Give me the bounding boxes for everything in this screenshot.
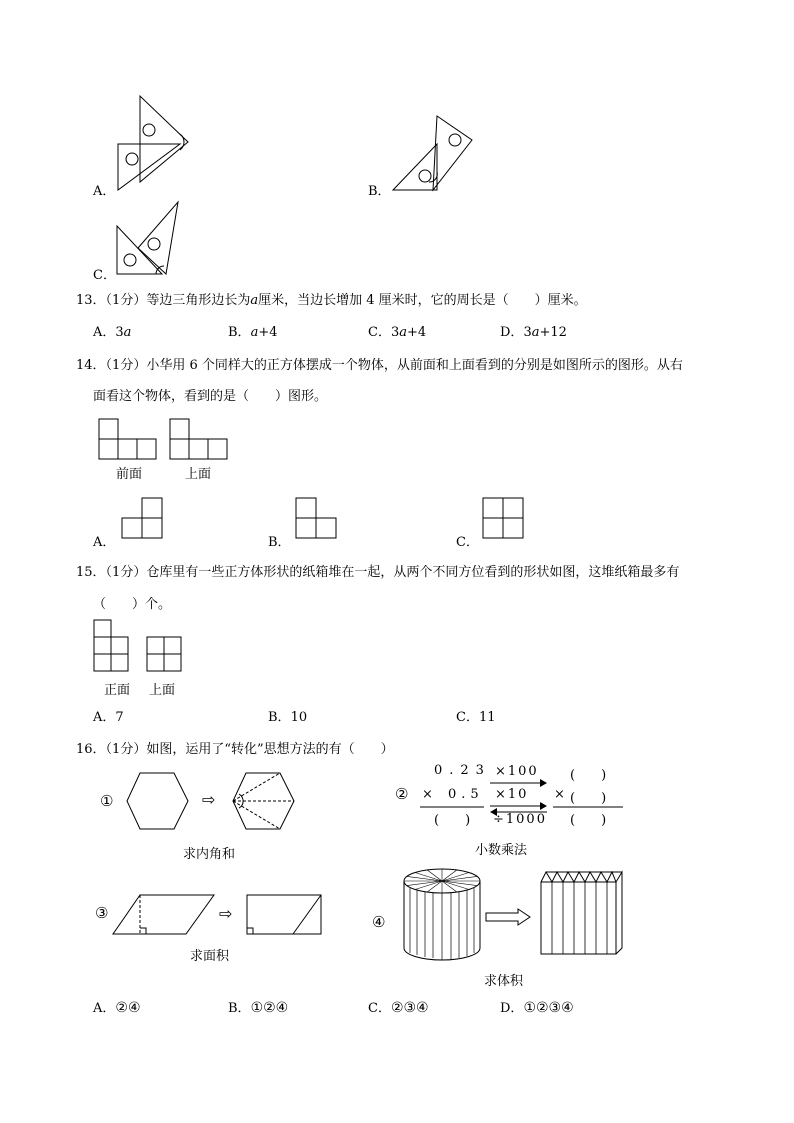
q16-option-b[interactable]: B．①②④ — [228, 1000, 289, 1016]
q12-option-a-label: A． — [93, 184, 116, 199]
q13-option-b[interactable]: B．a+4 — [228, 325, 278, 340]
q16-fig2-op: × — [422, 787, 433, 802]
q16-fig2-rule-left — [420, 806, 486, 808]
q16-fig4-caption: 求体积 — [484, 974, 524, 989]
q14-option-b-label[interactable]: B． — [268, 535, 291, 550]
q16-fig3-arrow: ⇨ — [219, 904, 233, 923]
q15-option-a[interactable]: A．7 — [93, 710, 124, 725]
q16-fig2-marker: ② — [395, 785, 409, 803]
q14-number: 14． — [76, 358, 106, 373]
q16-fig2-num2: 0.5 — [448, 787, 484, 802]
q16-fig2-arrow2-label: ×10 — [495, 787, 529, 802]
q14-top-view-figure — [170, 419, 230, 461]
q14-option-a-label[interactable]: A． — [93, 535, 116, 550]
q14-option-b-figure — [296, 498, 338, 540]
q13-option-d[interactable]: D．3a+12 — [500, 325, 567, 340]
q16-fig2-arrow3-label: ÷1000 — [493, 812, 547, 827]
q14-option-c-label[interactable]: C． — [456, 535, 479, 550]
q14-stem-1: 小华用 6 个同样大的正方体摆成一个物体，从前面和上面看到的分别是如图所示的图形。从右 — [146, 358, 683, 373]
q13-number: 13． — [76, 293, 106, 308]
q12-option-c-label: C． — [93, 268, 116, 283]
q16-fig2-blank-3: ( ) — [570, 813, 607, 828]
q16-fig2-arrow1-label: ×100 — [495, 764, 539, 779]
q15-top-view-figure — [147, 637, 187, 675]
q14-stem-line-2: 面看这个物体，看到的是（ ）图形。 — [93, 389, 328, 404]
q13-stem-2: 厘米，当边长增加 4 厘米时，它的周长是（ ）厘米。 — [258, 293, 587, 308]
q15-option-b[interactable]: B．10 — [268, 710, 308, 725]
q13-var-a: a — [250, 293, 259, 308]
q14-score: （1分） — [105, 358, 147, 373]
q15-front-view-caption: 正面 — [104, 683, 131, 698]
q16-score: （1分） — [105, 742, 147, 757]
q16-fig2-blank-2: ( ) — [570, 791, 607, 806]
q14-stem-line-1 — [76, 354, 683, 373]
q16-fig4-cylinder — [402, 868, 484, 962]
q16-fig1-caption: 求内角和 — [183, 847, 236, 862]
q16-fig3-rectangle — [246, 894, 324, 936]
q16-fig2-rule-right — [553, 806, 625, 808]
q15-stem-line-2: （ ）个。 — [93, 597, 172, 612]
q16-fig3-parallelogram — [112, 894, 216, 936]
q14-top-view-caption: 上面 — [185, 467, 212, 482]
q14-option-a-figure — [122, 498, 164, 540]
q16-fig2-op-right: × — [554, 787, 565, 802]
q14-front-view-caption: 前面 — [116, 467, 143, 482]
q16-fig4-cuboid — [538, 868, 626, 960]
q13-score: （1分） — [105, 293, 147, 308]
q14-front-view-figure — [99, 419, 159, 461]
q13-stem-1: 等边三角形边长为 — [146, 293, 251, 308]
q16-fig1-hexagon-divided — [232, 772, 296, 832]
q12-option-a-figure — [110, 92, 200, 192]
q16-fig1-arrow: ⇨ — [202, 790, 216, 809]
q16-stem-text: 如图，运用了“转化”思想方法的有（ ） — [146, 742, 394, 757]
q15-option-c[interactable]: C．11 — [456, 710, 496, 725]
q12-option-b-figure — [385, 110, 485, 195]
q13-option-a[interactable]: A．3a — [93, 325, 132, 340]
q15-front-view-figure — [94, 620, 134, 674]
q16-fig3-caption: 求面积 — [190, 949, 230, 964]
q16-fig2-num1: 0.23 — [434, 763, 491, 778]
q14-option-c-figure — [483, 498, 525, 540]
q13-stem — [76, 289, 587, 308]
q15-stem-line-1 — [76, 561, 679, 580]
q16-fig3-marker: ③ — [95, 904, 109, 922]
q16-option-c[interactable]: C．②③④ — [368, 1000, 429, 1016]
q16-fig2-blank-1: ( ) — [570, 768, 607, 783]
q16-option-a[interactable]: A．②④ — [93, 1000, 141, 1016]
q13-option-c[interactable]: C．3a+4 — [368, 325, 427, 340]
q12-option-b-label: B． — [368, 184, 391, 199]
q16-fig2-arrow1 — [490, 779, 548, 787]
q16-fig1-marker: ① — [100, 792, 114, 810]
q16-fig2-result-left: ( ) — [434, 813, 471, 828]
q16-fig2-caption: 小数乘法 — [475, 843, 528, 858]
q12-option-c-figure — [112, 198, 192, 278]
q16-stem — [76, 738, 394, 757]
q15-score: （1分） — [105, 565, 147, 580]
q16-option-d[interactable]: D．①②③④ — [500, 1000, 574, 1016]
q16-fig4-marker: ④ — [372, 913, 386, 931]
q15-top-view-caption: 上面 — [149, 683, 176, 698]
q15-number: 15． — [76, 565, 106, 580]
q15-stem-1: 仓库里有一些正方体形状的纸箱堆在一起，从两个不同方位看到的形状如图，这堆纸箱最多有 — [146, 565, 680, 580]
q16-fig4-arrow — [486, 909, 532, 925]
q16-number: 16． — [76, 742, 106, 757]
q16-fig1-hexagon — [126, 772, 190, 832]
